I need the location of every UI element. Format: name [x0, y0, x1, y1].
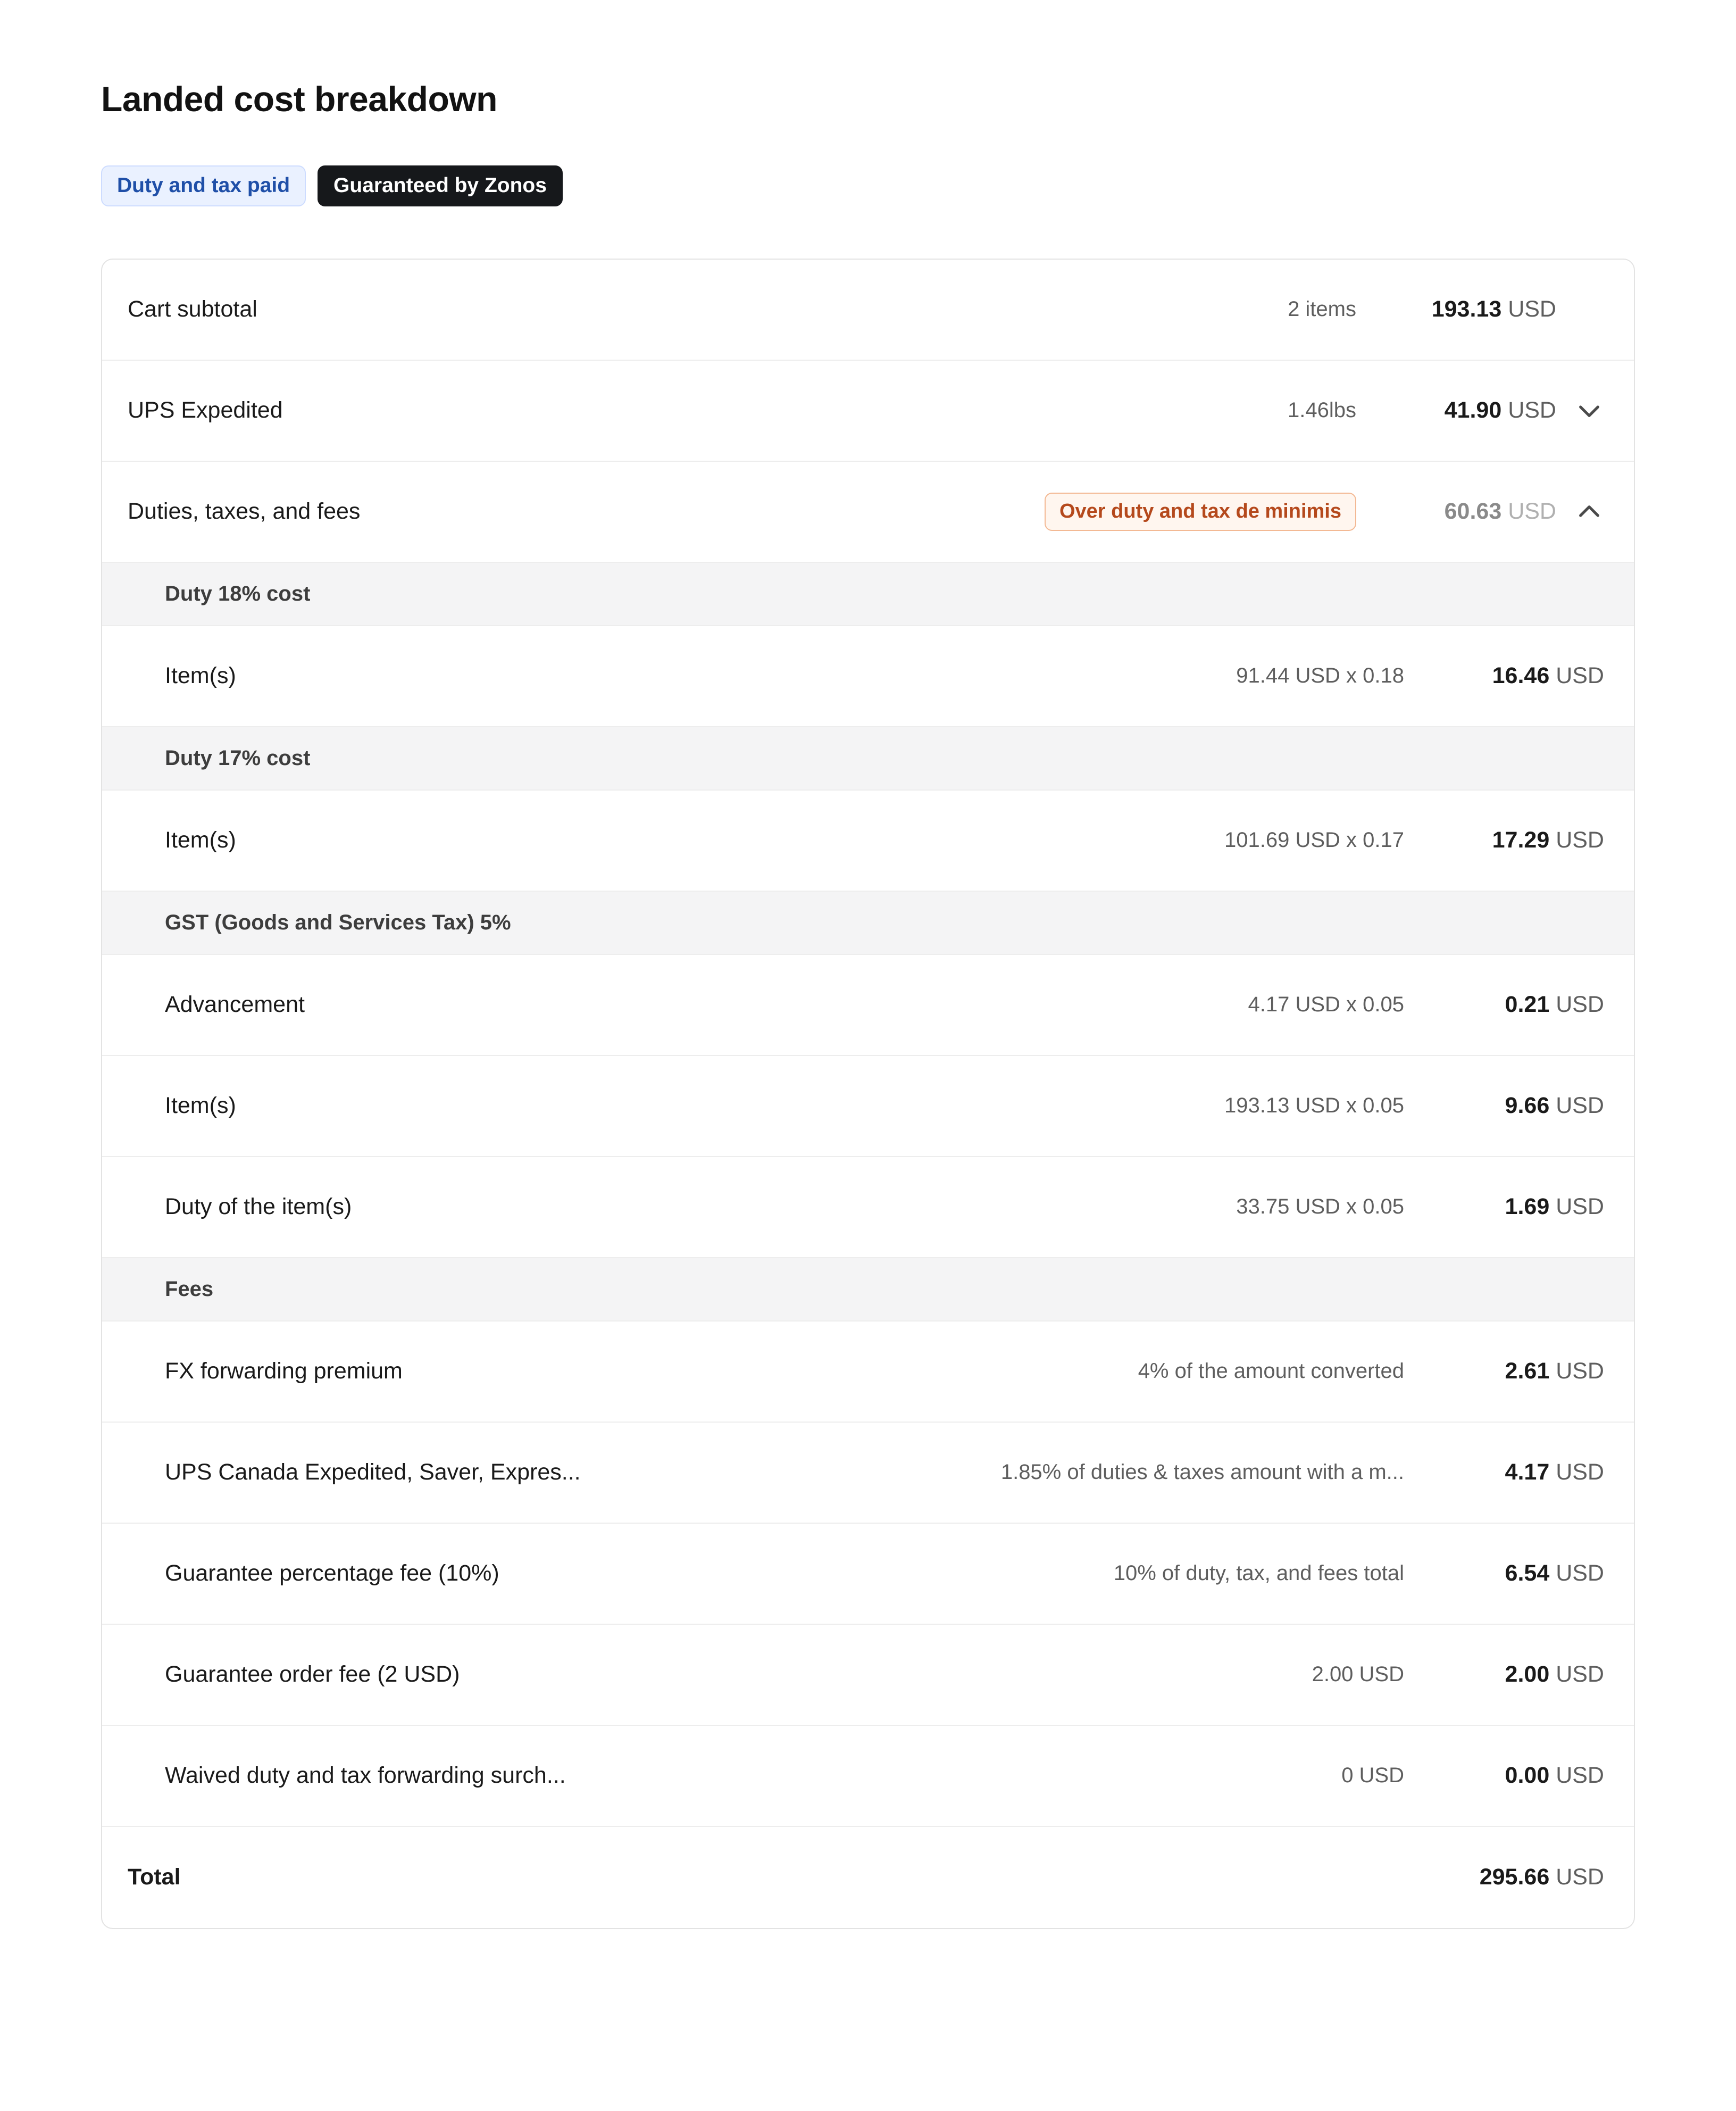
- row-cart-subtotal: [102, 260, 1634, 361]
- row-amount: [1429, 1763, 1604, 1789]
- row-amount-currency: USD: [1556, 827, 1604, 853]
- row-amount: [1381, 296, 1556, 322]
- row-amount-currency: USD: [1556, 1358, 1604, 1384]
- row-amount: [1429, 663, 1604, 689]
- row-label: FX forwarding premium: [165, 1358, 403, 1384]
- row-detail: 4% of the amount converted: [1138, 1359, 1404, 1383]
- breakdown-card: [101, 259, 1635, 1929]
- chevron-down-icon[interactable]: [1556, 396, 1604, 426]
- total-amount-value: 295.66: [1479, 1864, 1550, 1890]
- row-label: Item(s): [165, 663, 236, 689]
- row-detail: 0 USD: [1341, 1764, 1404, 1788]
- table-row: [102, 1726, 1634, 1827]
- section-heading-gst: GST (Goods and Services Tax) 5%: [102, 892, 1634, 955]
- row-amount: [1429, 992, 1604, 1018]
- row-ups-expedited[interactable]: [102, 361, 1634, 462]
- row-label: Guarantee order fee (2 USD): [165, 1661, 460, 1688]
- row-amount-currency: USD: [1508, 397, 1556, 423]
- row-amount-value: 9.66: [1505, 1093, 1550, 1119]
- total-label: Total: [128, 1864, 181, 1890]
- section-heading-duty-18: Duty 18% cost: [102, 563, 1634, 626]
- row-amount-currency: USD: [1556, 1661, 1604, 1688]
- row-label: Duty of the item(s): [165, 1194, 352, 1220]
- row-detail: 193.13 USD x 0.05: [1224, 1094, 1404, 1118]
- row-label: Advancement: [165, 992, 305, 1018]
- row-amount-value: 6.54: [1505, 1560, 1550, 1586]
- section-heading-fees: Fees: [102, 1258, 1634, 1322]
- table-row: [102, 626, 1634, 727]
- table-row: [102, 1524, 1634, 1625]
- row-amount: [1429, 1560, 1604, 1586]
- status-badge-de-minimis: Over duty and tax de minimis: [1045, 493, 1356, 531]
- total-amount: [1429, 1864, 1604, 1890]
- row-amount-value: 2.00: [1505, 1661, 1550, 1688]
- badge-guaranteed-by-zonos: Guaranteed by Zonos: [318, 165, 563, 206]
- row-amount-value: 17.29: [1492, 827, 1550, 853]
- row-amount-value: 2.61: [1505, 1358, 1550, 1384]
- row-amount-value: 41.90: [1444, 397, 1502, 423]
- row-amount-currency: USD: [1556, 1763, 1604, 1789]
- row-amount: [1429, 1194, 1604, 1220]
- row-duties-taxes-fees[interactable]: [102, 462, 1634, 563]
- row-amount: [1381, 498, 1556, 525]
- badge-group: [101, 165, 1635, 206]
- row-detail: 33.75 USD x 0.05: [1236, 1195, 1404, 1219]
- page-title: Landed cost breakdown: [101, 79, 497, 119]
- table-row: [102, 1625, 1634, 1726]
- section-heading-duty-17: Duty 17% cost: [102, 727, 1634, 791]
- row-label: Item(s): [165, 1093, 236, 1119]
- row-amount: [1381, 397, 1556, 423]
- row-detail: 91.44 USD x 0.18: [1236, 664, 1404, 688]
- row-amount: [1429, 1093, 1604, 1119]
- row-label: UPS Expedited: [128, 397, 283, 423]
- row-amount: [1429, 1358, 1604, 1384]
- row-label: UPS Canada Expedited, Saver, Expres...: [165, 1459, 581, 1485]
- total-amount-currency: USD: [1556, 1864, 1604, 1890]
- row-amount-value: 1.69: [1505, 1194, 1550, 1220]
- row-detail: 2 items: [1288, 297, 1356, 321]
- row-detail-group: [360, 493, 1381, 531]
- row-detail: 1.46lbs: [1288, 398, 1356, 422]
- row-amount-value: 60.63: [1444, 498, 1502, 525]
- row-detail: 1.85% of duties & taxes amount with a m...: [1000, 1460, 1404, 1484]
- row-amount-value: 4.17: [1505, 1459, 1550, 1485]
- row-amount-value: 193.13: [1431, 296, 1502, 322]
- row-amount-value: 16.46: [1492, 663, 1550, 689]
- row-label: Duties, taxes, and fees: [128, 498, 361, 525]
- row-amount-currency: USD: [1556, 1560, 1604, 1586]
- row-label: Waived duty and tax forwarding surch...: [165, 1763, 566, 1789]
- row-amount-value: 0.00: [1505, 1763, 1550, 1789]
- table-row: [102, 791, 1634, 892]
- row-amount: [1429, 1661, 1604, 1688]
- table-row: [102, 1056, 1634, 1157]
- row-label: Cart subtotal: [128, 296, 257, 322]
- row-amount-value: 0.21: [1505, 992, 1550, 1018]
- table-row: [102, 1157, 1634, 1258]
- row-label: Guarantee percentage fee (10%): [165, 1560, 499, 1586]
- table-row: [102, 1423, 1634, 1524]
- row-detail: 2.00 USD: [1312, 1663, 1404, 1686]
- row-amount-currency: USD: [1556, 1093, 1604, 1119]
- row-amount-currency: USD: [1556, 992, 1604, 1018]
- row-label: Item(s): [165, 827, 236, 853]
- row-amount-currency: USD: [1508, 296, 1556, 322]
- table-row: [102, 955, 1634, 1056]
- row-amount-currency: USD: [1556, 1194, 1604, 1220]
- row-total: [102, 1827, 1634, 1928]
- table-row: [102, 1322, 1634, 1423]
- row-amount: [1429, 1459, 1604, 1485]
- badge-duty-and-tax-paid: Duty and tax paid: [101, 165, 306, 206]
- row-detail: 101.69 USD x 0.17: [1224, 828, 1404, 852]
- row-amount-currency: USD: [1508, 498, 1556, 525]
- row-amount-currency: USD: [1556, 663, 1604, 689]
- chevron-up-icon[interactable]: [1556, 497, 1604, 527]
- row-amount: [1429, 827, 1604, 853]
- row-detail: 10% of duty, tax, and fees total: [1113, 1561, 1404, 1585]
- row-amount-currency: USD: [1556, 1459, 1604, 1485]
- row-detail: 4.17 USD x 0.05: [1248, 993, 1404, 1017]
